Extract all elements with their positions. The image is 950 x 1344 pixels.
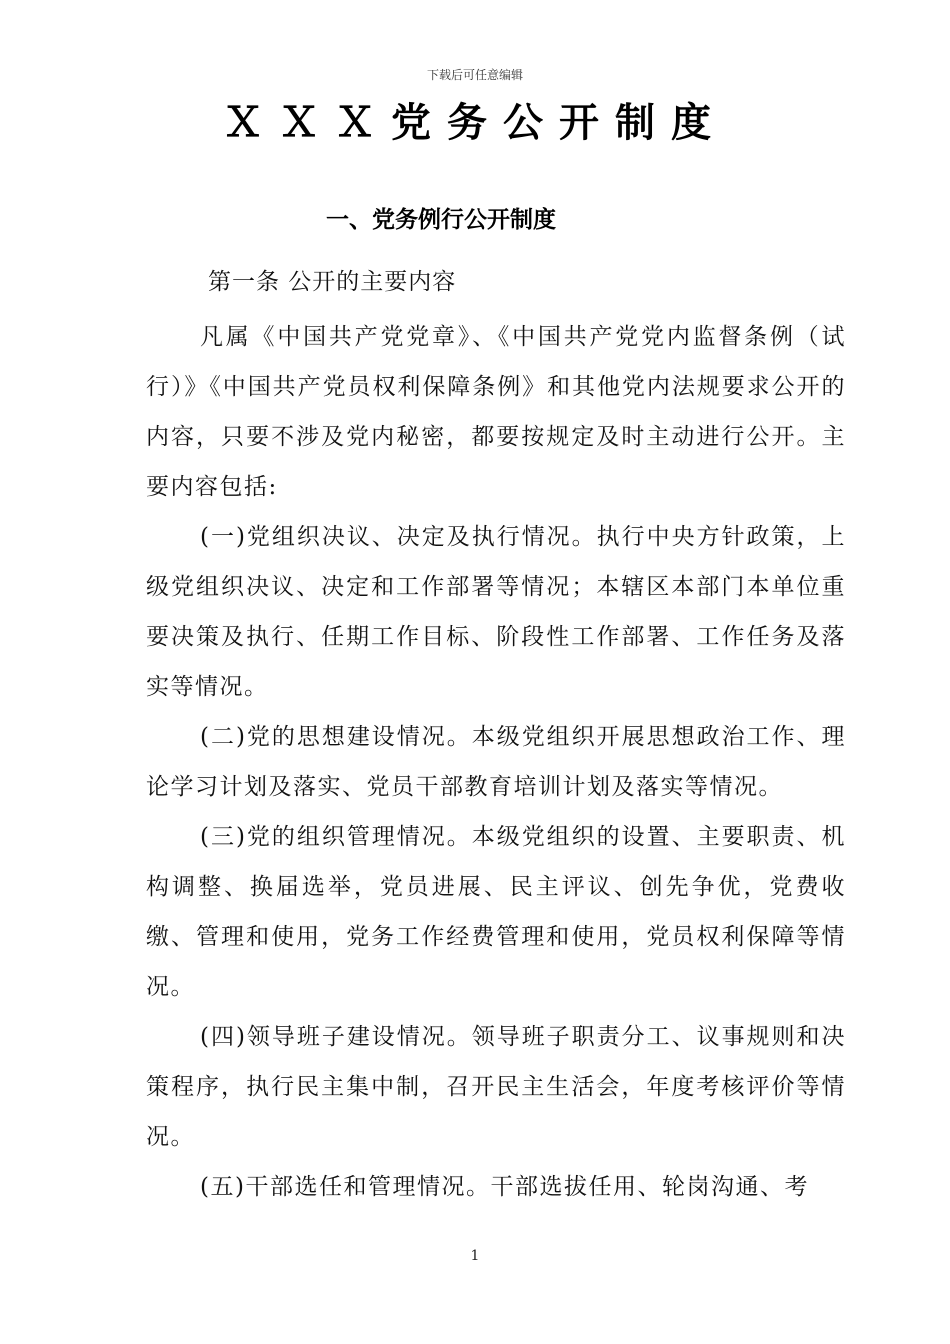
section-heading: 一、党务例行公开制度 <box>326 207 556 233</box>
paragraph-item-1: (一)党组织决议、决定及执行情况。执行中央方针政策，上级党组织决议、决定和工作部署等情况；本辖区本部门本单位重要决策及执行、任期工作目标、阶段性工作部署、工作任务及落实等情况。 <box>146 524 846 700</box>
paragraph-item-2: (二)党的思想建设情况。本级党组织开展思想政治工作、理论学习计划及落实、党员干部教育培训计划及落实等情况。 <box>146 724 846 800</box>
paragraph-item-5: (五)干部选任和管理情况。干部选拔任用、轮岗沟通、考 <box>200 1174 809 1200</box>
page-number: 1 <box>470 1248 480 1264</box>
paragraph-item-4: (四)领导班子建设情况。领导班子职责分工、议事规则和决策程序，执行民主集中制，召开民主生活会，年度考核评价等情况。 <box>146 1024 846 1150</box>
article-heading: 第一条 公开的主要内容 <box>208 269 457 295</box>
paragraph-item-3: (三)党的组织管理情况。本级党组织的设置、主要职责、机构调整、换届选举，党员进展、民主评议、创先争优，党费收缴、管理和使用，党务工作经费管理和使用，党员权利保障等情况。 <box>146 824 846 1000</box>
document-body <box>146 312 846 1212</box>
document-title: ＸＸＸ党务公开制度 <box>223 100 727 146</box>
header-note: 下载后可任意编辑 <box>426 68 523 82</box>
paragraph-intro: 凡属《中国共产党党章》、《中国共产党党内监督条例（试行）》《中国共产党员权利保障条例》和其他党内法规要求公开的内容，只要不涉及党内秘密，都要按规定及时主动进行公开。主要内容包括: <box>146 324 846 500</box>
